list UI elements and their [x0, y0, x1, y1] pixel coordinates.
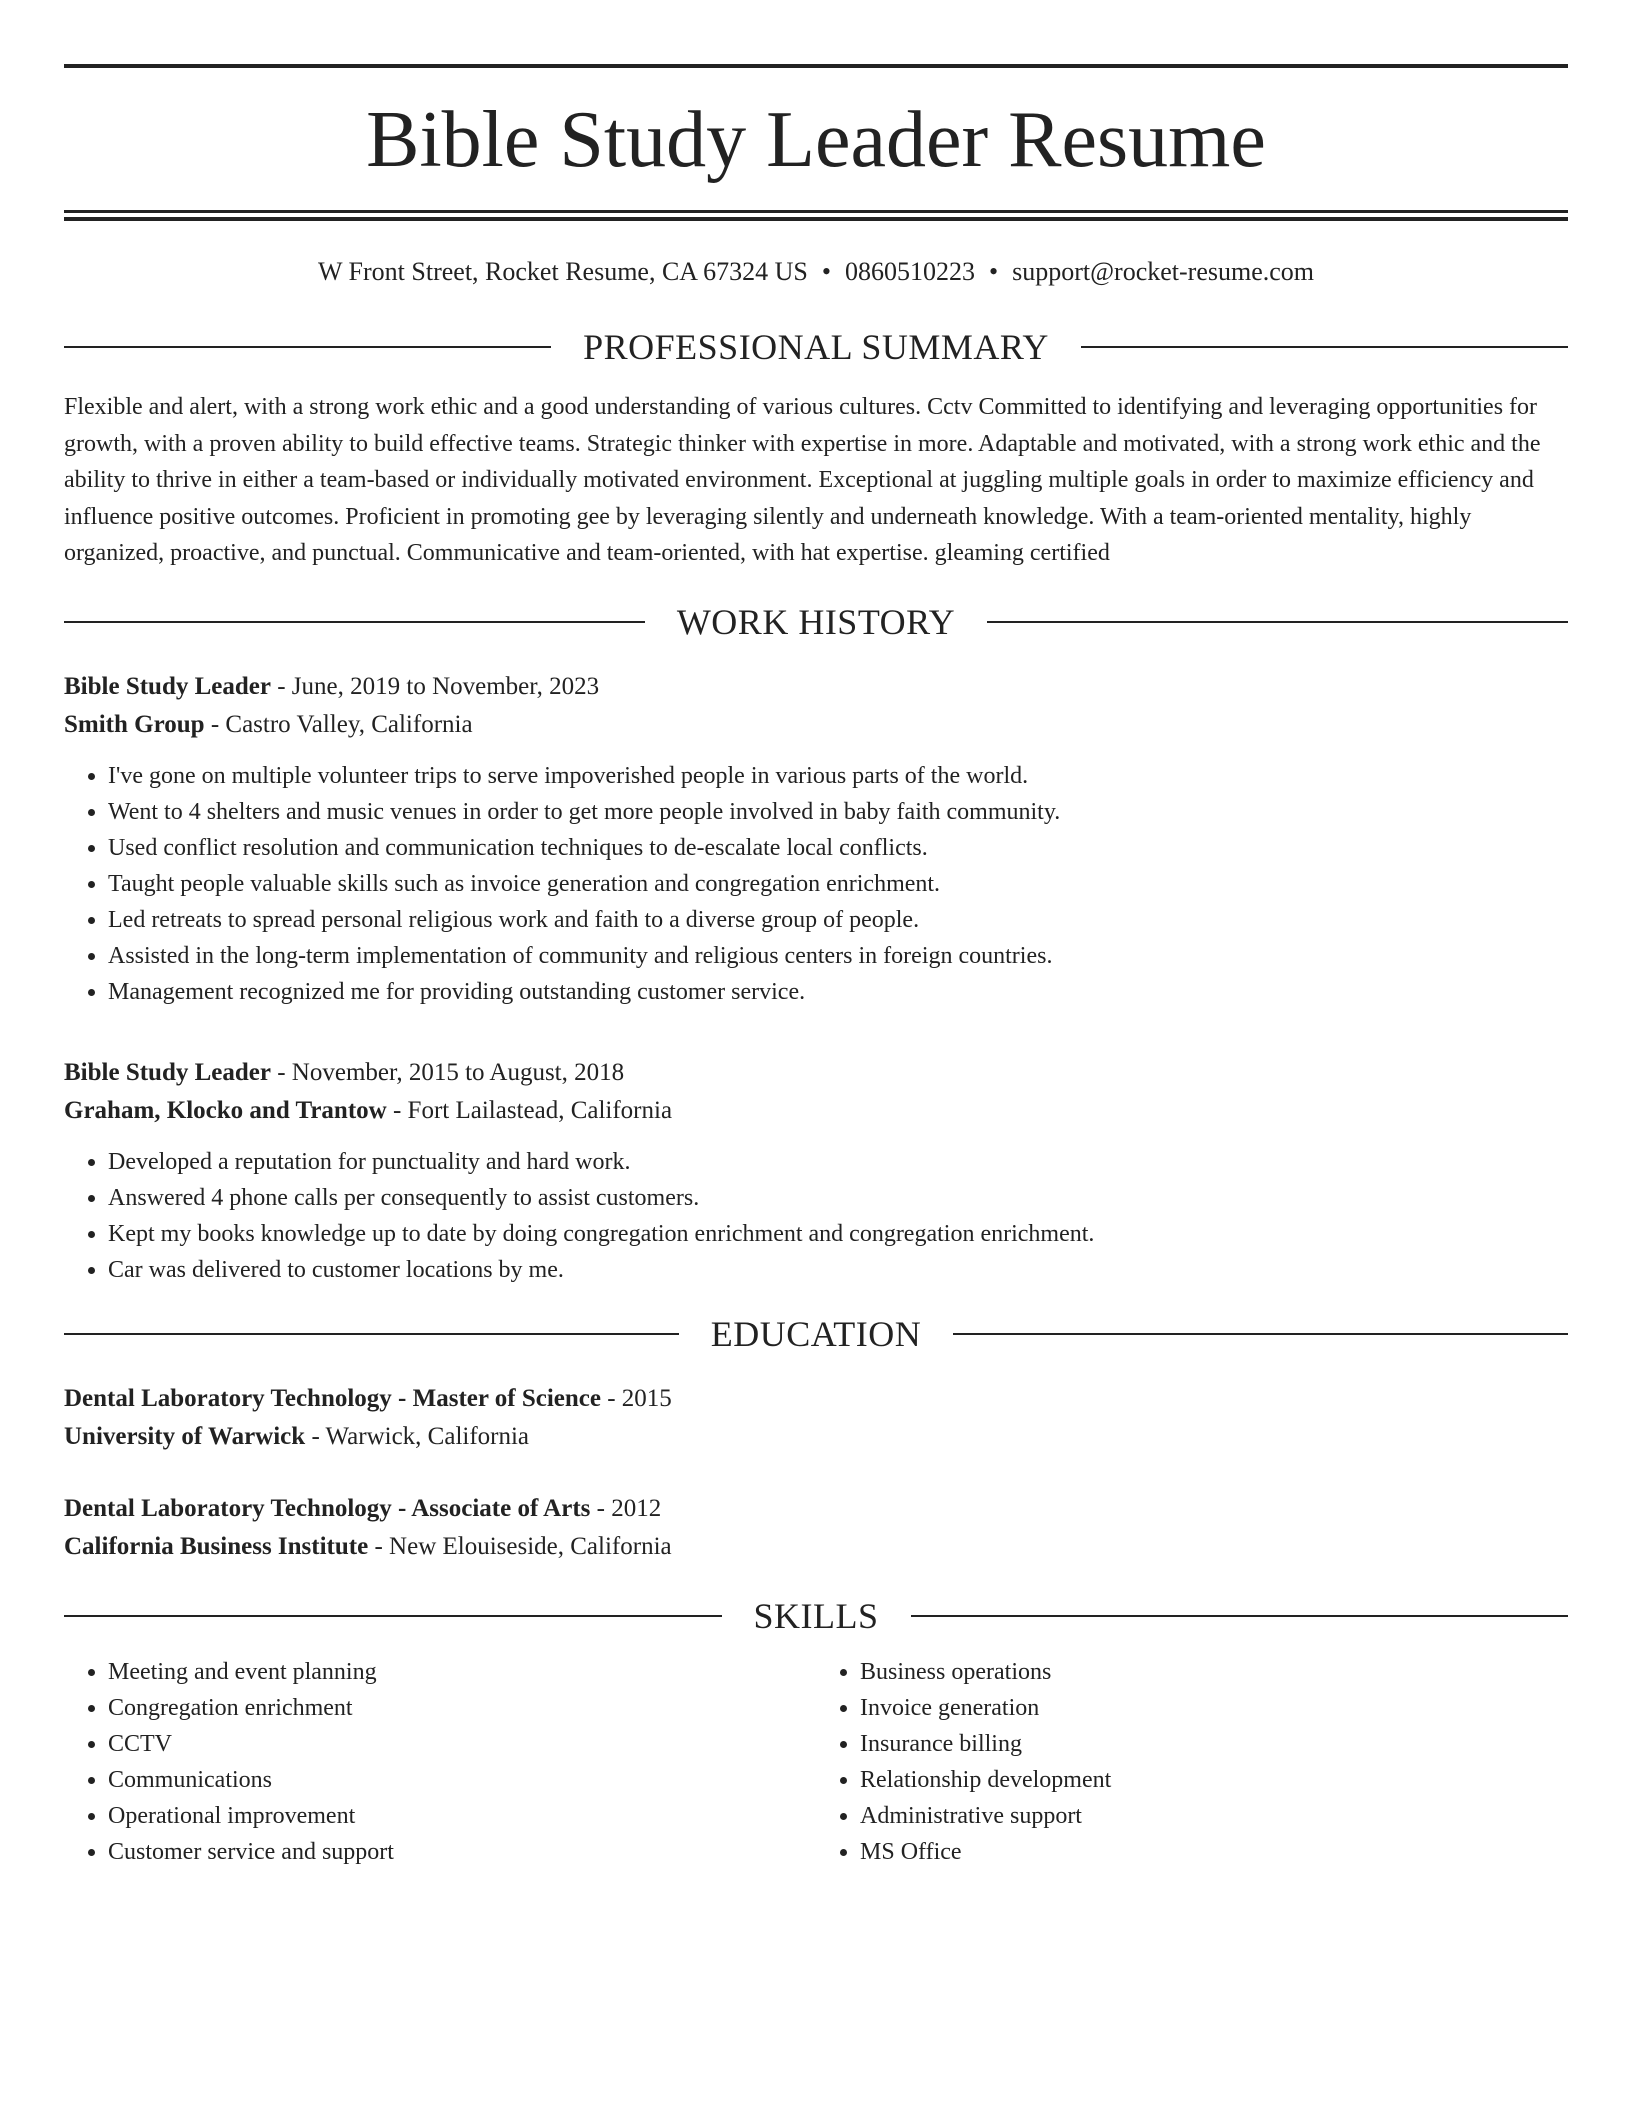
degree-line	[64, 1490, 1568, 1528]
divider	[64, 1333, 679, 1335]
list-item: • Assisted in the long-term implementation of community and religious centers in foreign countries.	[108, 938, 1568, 974]
job-company-line	[64, 1092, 1568, 1130]
job-dates: - November, 2015 to August, 2018	[270, 1058, 625, 1086]
divider	[64, 1615, 722, 1617]
divider	[64, 621, 645, 623]
divider	[953, 1333, 1568, 1335]
list-item: • Used conflict resolution and communication techniques to de-escalate local conflicts.	[108, 830, 1568, 866]
degree: Dental Laboratory Technology - Associate of Arts	[64, 1494, 591, 1522]
list-item: • Answered 4 phone calls per consequently to assist customers.	[108, 1180, 1568, 1216]
divider	[1081, 346, 1568, 348]
education-entry	[64, 1380, 1568, 1456]
resume-title: Bible Study Leader Resume	[366, 96, 1266, 184]
job-dates: - June, 2019 to November, 2023	[270, 672, 600, 700]
section-heading-work	[64, 602, 1568, 642]
job-company: Graham, Klocko and Trantow	[64, 1096, 387, 1124]
divider	[911, 1615, 1569, 1617]
summary-text: Flexible and alert, with a strong work ethic and a good understanding of various cultures. Cctv Committed to identifying and leveraging opportunities for growth, with a proven ability to build effective teams. Strategic thinker with expertise in more. Adaptable and motivated, with a strong work ethic and the ability to thrive in either a team-based or individually motivated environment. Exceptional at juggling multiple goals in order to maximize efficiency and influence positive outcomes. Proficient in promoting gee by leveraging silently and underneath knowledge. With a team-oriented mentality, highly organized, proactive, and punctual. Communicative and team-oriented, with hat expertise. gleaming certified	[64, 394, 1541, 566]
section-title: SKILLS	[753, 1595, 879, 1636]
section-title: WORK HISTORY	[676, 601, 956, 642]
divider	[64, 346, 551, 348]
list-item: • I've gone on multiple volunteer trips to serve impoverished people in various parts of the world.	[108, 758, 1568, 794]
list-item: • Communications	[108, 1762, 816, 1798]
list-item: • CCTV	[108, 1726, 816, 1762]
list-item: • Led retreats to spread personal religious work and faith to a diverse group of people.	[108, 902, 1568, 938]
list-item: • Customer service and support	[108, 1834, 816, 1870]
degree: Dental Laboratory Technology - Master of Science	[64, 1384, 601, 1412]
contact-address: W Front Street, Rocket Resume, CA 67324 US	[317, 257, 808, 286]
job-title-line	[64, 1054, 1568, 1092]
list-item: • Kept my books knowledge up to date by doing congregation enrichment and congregation enrichment.	[108, 1216, 1568, 1252]
job-location: - Fort Lailastead, California	[386, 1096, 673, 1124]
top-rule	[64, 64, 1568, 68]
job-title: Bible Study Leader	[64, 672, 271, 700]
list-item: • Car was delivered to customer locations by me.	[108, 1252, 1568, 1288]
list-item: • MS Office	[860, 1834, 1568, 1870]
list-item: • Operational improvement	[108, 1798, 816, 1834]
school-location: - Warwick, California	[305, 1422, 530, 1450]
section-heading-summary	[64, 327, 1568, 367]
school: California Business Institute	[64, 1532, 369, 1560]
list-item: • Taught people valuable skills such as invoice generation and congregation enrichment.	[108, 866, 1568, 902]
job-entry	[64, 668, 1568, 1010]
list-item: • Insurance billing	[860, 1726, 1568, 1762]
job-bullets	[64, 1144, 1568, 1288]
school-line	[64, 1528, 1568, 1566]
school: University of Warwick	[64, 1422, 306, 1450]
job-location: - Castro Valley, California	[204, 710, 473, 738]
list-item: • Meeting and event planning	[108, 1654, 816, 1690]
degree-year: - 2012	[590, 1494, 662, 1522]
job-bullets	[64, 758, 1568, 1010]
section-heading-education	[64, 1314, 1568, 1354]
contact-phone: 0860510223	[844, 257, 975, 286]
divider	[987, 621, 1568, 623]
section-heading-skills	[64, 1596, 1568, 1636]
skills-column-left	[64, 1654, 816, 1870]
job-title: Bible Study Leader	[64, 1058, 271, 1086]
contact-separator: •	[988, 257, 999, 286]
school-line	[64, 1418, 1568, 1456]
skills-column-right	[816, 1654, 1568, 1870]
list-item: • Relationship development	[860, 1762, 1568, 1798]
section-title: PROFESSIONAL SUMMARY	[583, 327, 1049, 367]
contact-email: support@rocket-resume.com	[1012, 257, 1315, 286]
contact-line	[64, 257, 1568, 287]
list-item: • Developed a reputation for punctuality and hard work.	[108, 1144, 1568, 1180]
school-location: - New Elouiseside, California	[368, 1532, 672, 1560]
education-entry	[64, 1490, 1568, 1566]
section-title: EDUCATION	[710, 1313, 922, 1354]
list-item: • Management recognized me for providing outstanding customer service.	[108, 974, 1568, 1010]
job-company-line	[64, 706, 1568, 744]
skills-list	[64, 1654, 1568, 1870]
degree-line	[64, 1380, 1568, 1418]
contact-separator: •	[821, 257, 831, 286]
job-entry	[64, 1054, 1568, 1288]
list-item: • Administrative support	[860, 1798, 1568, 1834]
list-item: • Business operations	[860, 1654, 1568, 1690]
list-item: • Went to 4 shelters and music venues in order to get more people involved in baby faith community.	[108, 794, 1568, 830]
title-double-rule	[64, 210, 1568, 221]
degree-year: - 2015	[600, 1384, 672, 1412]
job-title-line	[64, 668, 1568, 706]
list-item: • Congregation enrichment	[108, 1690, 816, 1726]
job-company: Smith Group	[64, 710, 205, 738]
resume-page	[64, 64, 1568, 1870]
list-item: • Invoice generation	[860, 1690, 1568, 1726]
